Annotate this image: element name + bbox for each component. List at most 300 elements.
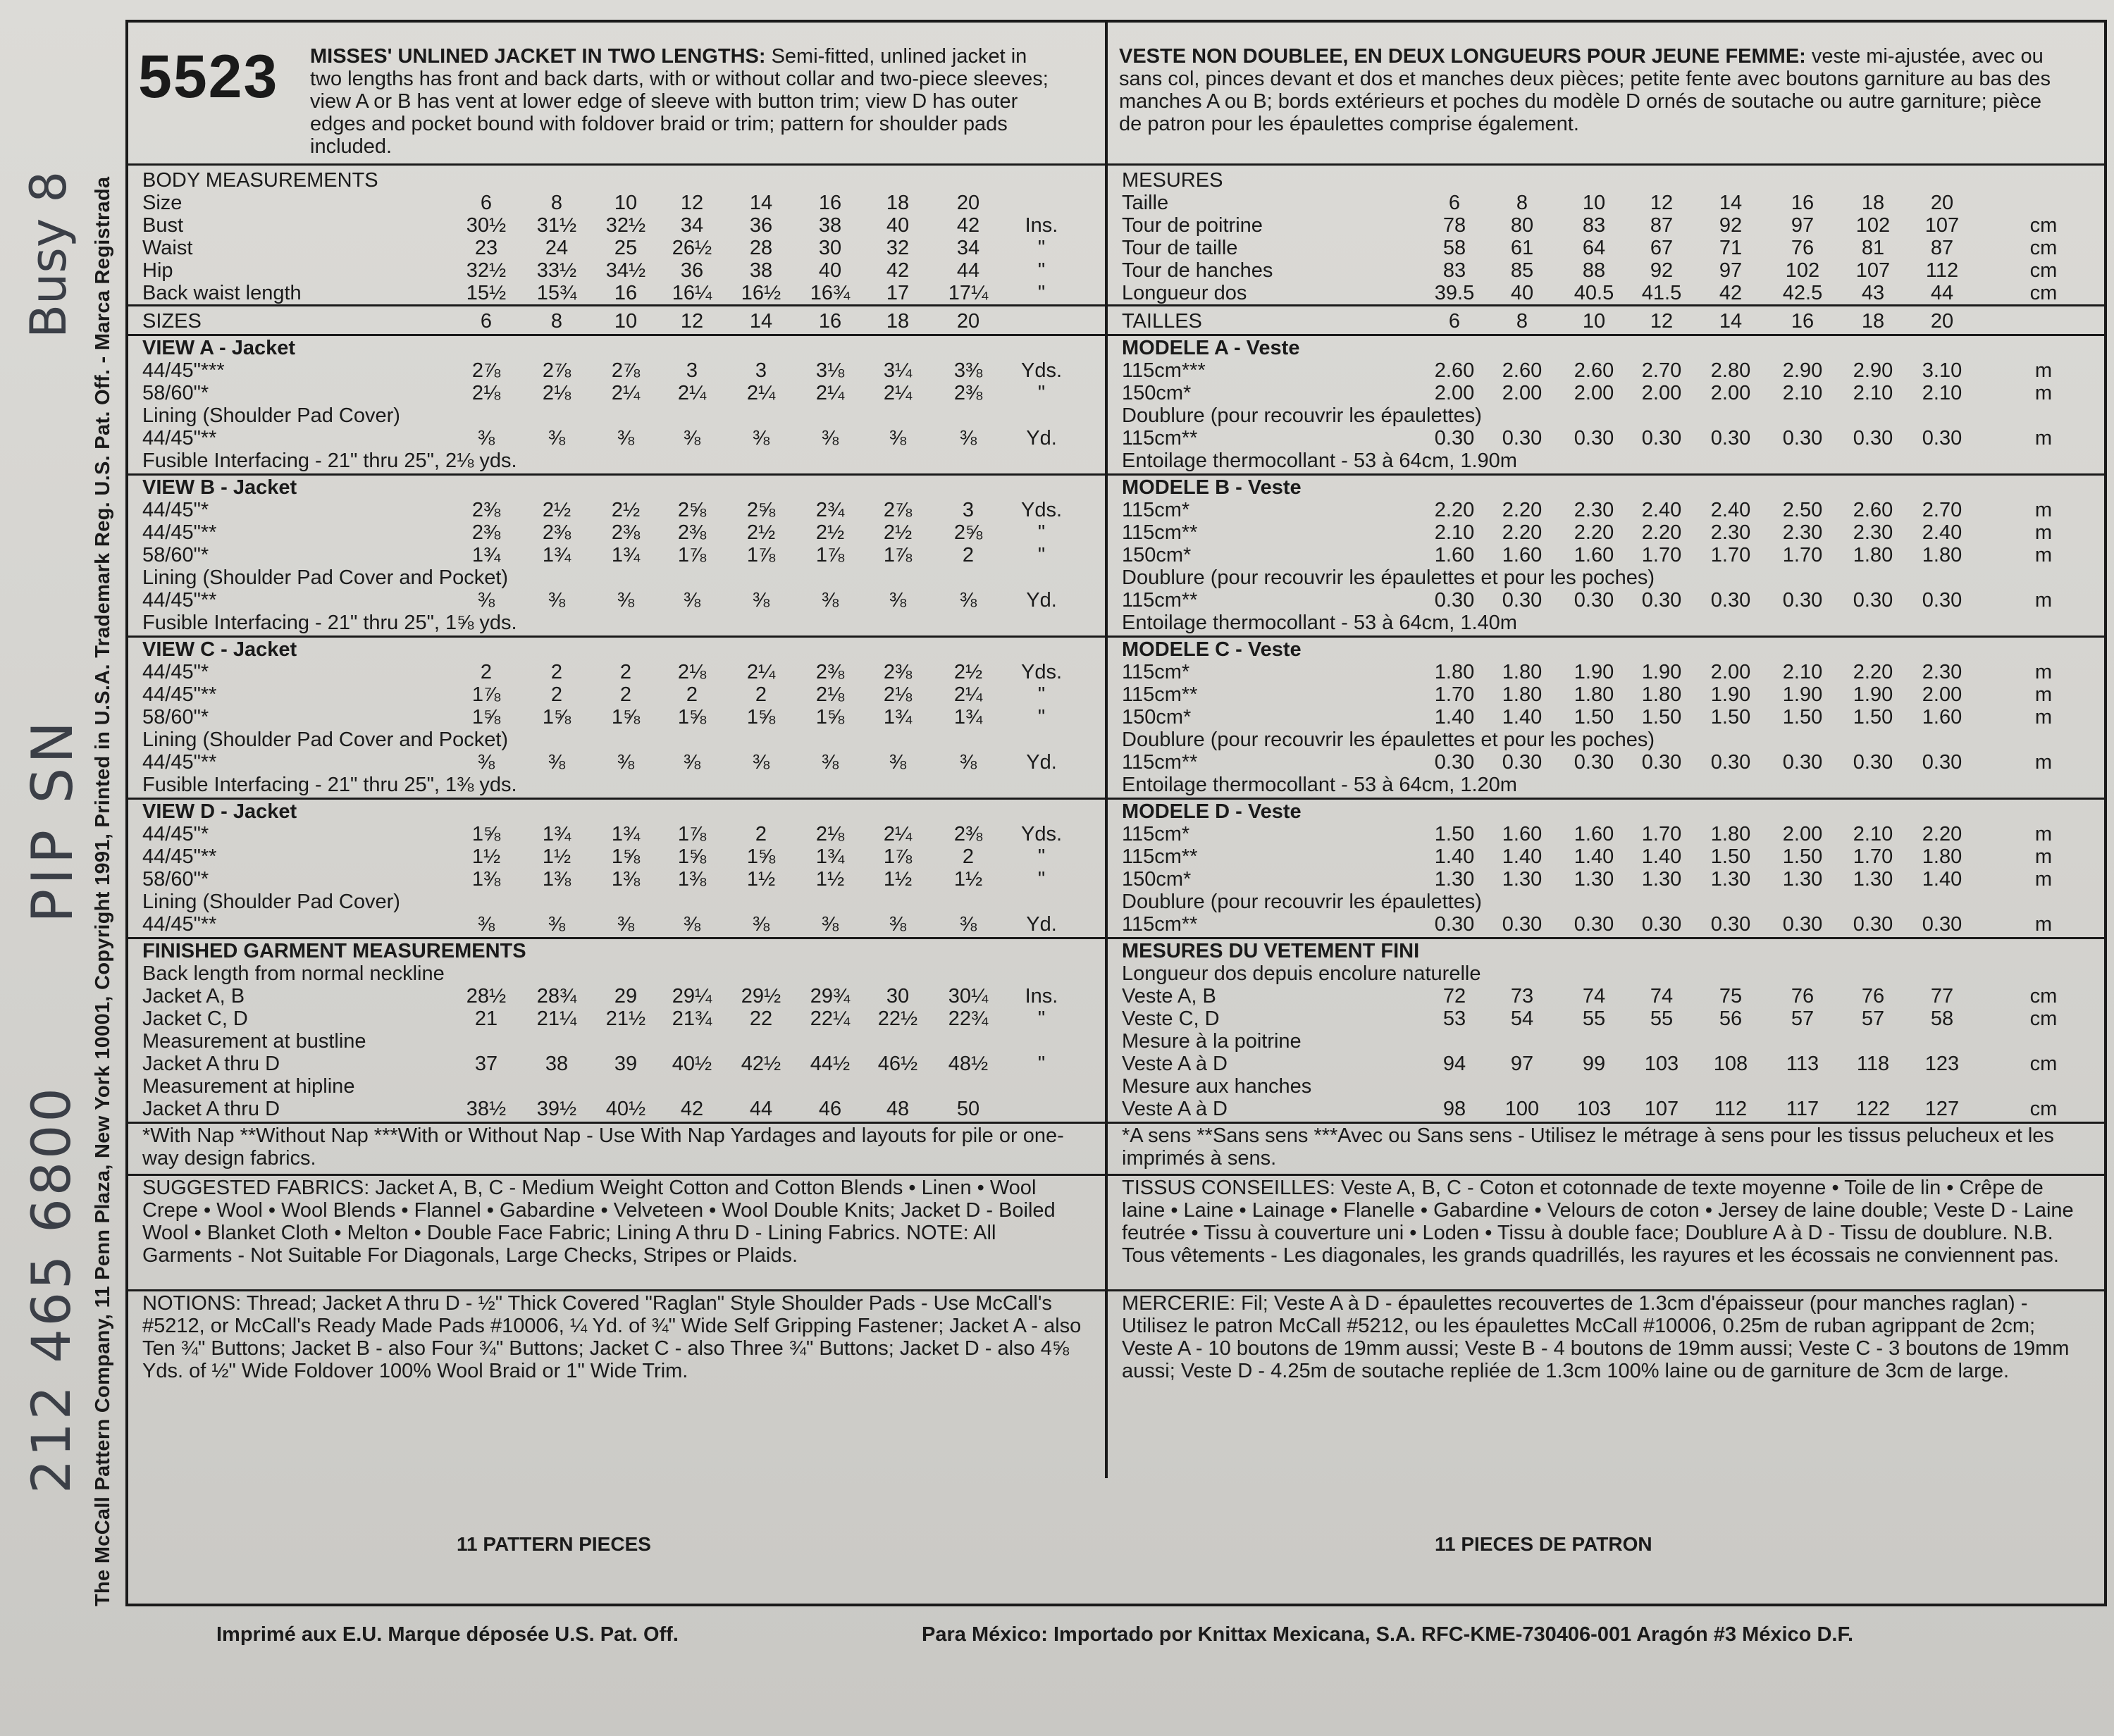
row-label: Size [142,192,183,214]
size-value: 40½ [672,1053,712,1075]
size-value: 32 [886,237,910,259]
size-value: 22¼ [810,1008,851,1030]
view-heading: VIEW A - Jacket [142,337,296,359]
size-value: 2.00 [1710,382,1751,404]
size-number: 6 [480,310,493,333]
section-divider [1108,304,2104,306]
size-value: 21¾ [672,1008,712,1030]
section-divider [1108,636,2104,638]
size-value: 1.70 [1782,544,1823,566]
size-value: 1⅝ [471,823,501,845]
size-value: 38½ [466,1098,507,1120]
unit-label: Yd. [1026,589,1057,612]
size-value: 83 [1582,214,1606,237]
finished-measurement-row [0,1075,2114,1098]
size-value: 3 [686,359,698,382]
size-value: 97 [1510,1053,1534,1075]
size-value: 3.10 [1922,359,1962,382]
size-value: 2.20 [1922,823,1962,845]
size-value: 2¼ [883,382,913,404]
size-value: 15¾ [536,282,577,304]
unit-label: cm [2029,237,2058,259]
row-label: Doublure (pour recouvrir les épaulettes et pour les poches) [1122,566,1655,589]
nap-note: *With Nap **Without Nap ***With or Without Nap - Use With Nap Yardages and layouts for pile or one-way design fabrics. [142,1124,1064,1170]
size-value: 0.30 [1782,589,1823,612]
size-value: 76 [1861,985,1885,1008]
size-value: 2.30 [1922,661,1962,683]
size-value: 2½ [815,521,845,544]
row-label: Lining (Shoulder Pad Cover) [142,891,400,913]
size-value: 76 [1791,985,1815,1008]
size-value: 40 [818,259,842,282]
size-value: 107 [1855,259,1891,282]
size-value: 1.60 [1922,706,1962,728]
size-value: 2⅞ [542,359,571,382]
view-heading: VIEW B - Jacket [142,476,297,499]
unit-label: " [1037,1053,1046,1075]
size-value: 1.50 [1710,706,1751,728]
size-value: 2 [962,845,975,868]
row-label: Fusible Interfacing - 21" thru 25", 2⅛ yds. [142,450,517,472]
row-label: Longueur dos [1122,282,1247,304]
size-value: 1⅝ [611,845,641,868]
size-value: 57 [1861,1008,1885,1030]
size-value: 1¾ [815,845,845,868]
unit-label: " [1037,544,1046,566]
size-value: 1⅝ [542,706,571,728]
row-label: 115cm** [1122,589,1198,612]
size-value: 0.30 [1853,427,1893,450]
size-value: 1⅞ [677,823,707,845]
size-value: 1.40 [1574,845,1614,868]
size-value: 34 [680,214,704,237]
size-value: 38 [545,1053,569,1075]
row-label: 58/60"* [142,544,209,566]
size-value: 112 [1925,259,1959,282]
size-value: 75 [1719,985,1743,1008]
suggested-fabrics: TISSUS CONSEILLES: Veste A, B, C - Coton et cotonnade de texte moyenne • Toile de lin • Crêpe de laine • Laine • Lainage • Flanelle • Gabardine • Velours de coton • Jersey de laine double; Veste D - Laine feutrée • Tissu à couverture uni • Loden • Tissu à double face; Doublure A à D - Tissu de doublure. N.B. Tous vêtements - Les diagonales, les grands quadrillés, les rayures et les écossais ne conviennent pas. [1122,1177,2074,1267]
section-divider [128,473,1105,476]
size-value: ⅜ [477,589,495,612]
size-value: 58 [1442,237,1466,259]
row-label: Veste A, B [1122,985,1216,1008]
size-value: ⅜ [617,589,635,612]
size-value: 30 [886,985,910,1008]
size-value: 1⅜ [611,868,641,891]
size-value: 0.30 [1853,913,1893,936]
size-value: 2⅜ [677,521,707,544]
size-value: 112 [1714,1098,1748,1120]
size-value: 1⅜ [677,868,707,891]
size-value: 118 [1856,1053,1890,1075]
size-value: 2 [550,683,563,706]
size-value: ⅜ [617,913,635,936]
size-value: 2⅜ [611,521,641,544]
size-value: ⅜ [477,751,495,774]
intro-text [310,45,1064,158]
finished-measurement-row [0,1053,2114,1076]
size-value: 16 [614,282,638,304]
size-value: 55 [1582,1008,1606,1030]
pattern-pieces-count: 11 PIECES DE PATRON [1435,1533,1652,1555]
unit-label: cm [2029,259,2058,282]
body-measurement-row [0,282,2114,305]
unit-label: m [2034,544,2053,566]
size-value: 17¼ [948,282,989,304]
row-label: 115cm** [1122,521,1198,544]
row-label: Mesure aux hanches [1122,1075,1312,1098]
copyright-sidebar: The McCall Pattern Company, 11 Penn Plaza, New York 10001, Copyright 1991, Printed in U.S.A. Trademark Reg. U.S. Pat. Off. - Marca Registrada [92,176,114,1606]
row-label: 44/45"* [142,661,209,683]
size-value: 44½ [810,1053,851,1075]
size-value: 2.40 [1641,499,1682,521]
size-value: 107 [1924,214,1960,237]
unit-label: m [2034,661,2053,683]
size-value: 2.00 [1502,382,1543,404]
row-label: 44/45"** [142,589,217,612]
unit-label: Yd. [1026,427,1057,450]
size-value: 16¾ [810,282,851,304]
size-value: 14 [1719,192,1743,214]
handwritten-phone-number: 212 465 6800 [20,1085,82,1494]
unit-label: cm [2029,1053,2058,1075]
size-value: ⅜ [683,427,701,450]
size-value: 0.30 [1641,589,1682,612]
row-label: 44/45"** [142,845,217,868]
size-value: 2.20 [1502,499,1543,521]
size-value: 85 [1510,259,1534,282]
size-value: ⅜ [617,751,635,774]
size-value: 2½ [542,499,571,521]
finished-measurements-heading: FINISHED GARMENT MEASUREMENTS [142,940,526,962]
row-label: Jacket C, D [142,1008,248,1030]
row-label: 115cm* [1122,661,1190,683]
unit-label: cm [2029,282,2058,304]
size-value: 0.30 [1434,589,1475,612]
size-number: 18 [1861,310,1885,333]
size-value: 34 [956,237,980,259]
size-value: 40 [1510,282,1534,304]
size-value: 2.30 [1782,521,1823,544]
size-value: 1⅜ [542,868,571,891]
size-value: 94 [1442,1053,1466,1075]
row-label: 150cm* [1122,544,1192,566]
size-value: 1.40 [1502,845,1543,868]
size-value: 36 [680,259,704,282]
unit-label: " [1037,521,1046,544]
yardage-row [0,751,2114,774]
size-value: 1.70 [1641,544,1682,566]
section-divider [128,1174,1105,1176]
size-value: 92 [1650,259,1674,282]
size-value: 1.80 [1574,683,1614,706]
yardage-row [0,891,2114,914]
size-value: 1.90 [1853,683,1893,706]
intro-title: VESTE NON DOUBLEE, EN DEUX LONGUEURS POUR JEUNE FEMME: [1119,45,1806,68]
size-value: 2 [686,683,698,706]
size-value: 1⅞ [883,845,913,868]
size-value: 0.30 [1922,427,1962,450]
size-value: 2½ [883,521,913,544]
size-value: 2.70 [1641,359,1682,382]
size-value: 42 [956,214,980,237]
row-label: Hip [142,259,173,282]
size-value: 2¼ [746,382,776,404]
size-value: 1½ [746,868,776,891]
size-value: 2¼ [883,823,913,845]
yardage-row [0,845,2114,869]
size-value: 2.70 [1922,499,1962,521]
size-value: 2.30 [1853,521,1893,544]
section-divider [128,1122,1105,1124]
row-label: 58/60"* [142,706,209,728]
row-label: Back waist length [142,282,302,304]
unit-label: m [2034,521,2053,544]
size-value: 0.30 [1502,427,1543,450]
size-value: ⅜ [683,913,701,936]
size-value: ⅜ [959,589,977,612]
size-value: 2.00 [1710,661,1751,683]
unit-label: " [1037,706,1046,728]
size-value: 2.60 [1434,359,1475,382]
intro-body: Semi-fitted, unlined jacket in two lengths has front and back darts, with or without collar and two-piece sleeves; view A or B has vent at lower edge of sleeve with button trim; view D has outer edges and pocket bound with foldover braid or trim; pattern for shoulder pads included. [310,45,1049,158]
size-value: 1.30 [1574,868,1614,891]
size-value: ⅜ [959,913,977,936]
yardage-row [0,521,2114,545]
size-value: 88 [1582,259,1606,282]
size-value: 14 [749,192,773,214]
section-divider [1108,1289,2104,1291]
size-value: 30¼ [948,985,989,1008]
size-value: 16 [1791,192,1815,214]
size-value: ⅜ [752,913,770,936]
size-value: 39 [614,1053,638,1075]
size-value: 1.70 [1853,845,1893,868]
notions: MERCERIE: Fil; Veste A à D - épaulettes recouvertes de 1.3cm d'épaisseur (pour manches raglan) - Utilisez le patron McCall #5212, ou les épaulettes McCall #10006, 0.25m de ruban agrippant de 2cm; Veste A - 10 boutons de 19mm aussi; Veste B - 4 boutons de 19mm aussi; Veste C - 3 boutons de 19mm aussi; Veste D - 4.25m de soutache repliée de 1.3cm 100% laine ou de garniture de 3cm de large. [1122,1292,2070,1382]
row-label: Jacket A thru D [142,1098,280,1120]
size-value: 2 [619,683,632,706]
size-value: 48 [886,1098,910,1120]
row-label: 44/45"* [142,499,209,521]
size-value: 12 [1650,192,1674,214]
size-value: 97 [1791,214,1815,237]
yardage-row [0,427,2114,450]
size-value: 2⅛ [815,823,845,845]
size-value: 0.30 [1922,751,1962,774]
size-number: 18 [886,310,910,333]
row-label: 44/45"** [142,683,217,706]
size-number: 20 [956,310,980,333]
finished-measurement-row [0,1008,2114,1031]
unit-label: Yds. [1020,661,1063,683]
yardage-row [0,566,2114,590]
size-value: 0.30 [1574,913,1614,936]
size-value: 2 [550,661,563,683]
size-value: 40½ [605,1098,646,1120]
size-value: 1.70 [1641,823,1682,845]
size-value: 1.40 [1434,706,1475,728]
bottom-right-note: Para México: Importado por Knittax Mexicana, S.A. RFC-KME-730406-001 Aragón #3 México D.F. [922,1623,1854,1646]
size-value: ⅜ [889,427,907,450]
size-value: 1.50 [1641,706,1682,728]
size-value: 74 [1582,985,1606,1008]
handwritten-note-middle: PIP SN [20,717,85,923]
size-value: 0.30 [1502,589,1543,612]
size-value: 78 [1442,214,1466,237]
nap-note: *A sens **Sans sens ***Avec ou Sans sens - Utilisez le métrage à sens pour les tissus pelucheux et les imprimés à sens. [1122,1124,2054,1170]
row-label: Fusible Interfacing - 21" thru 25", 1⅜ yds. [142,774,517,796]
view-heading: VIEW D - Jacket [142,800,297,823]
size-value: 42 [1719,282,1743,304]
size-value: 0.30 [1502,751,1543,774]
row-label: 58/60"* [142,382,209,404]
unit-label: " [1037,868,1046,891]
size-number: 20 [1930,310,1954,333]
size-value: 2.20 [1434,499,1475,521]
size-value: 28 [749,237,773,259]
size-value: 0.30 [1434,427,1475,450]
size-value: 1.30 [1502,868,1543,891]
row-label: Measurement at hipline [142,1075,355,1098]
row-label: Veste A à D [1122,1098,1228,1120]
unit-label: Yds. [1020,823,1063,845]
size-value: 43 [1861,282,1885,304]
size-value: 15½ [466,282,507,304]
size-value: 1.80 [1641,683,1682,706]
size-value: 56 [1719,1008,1743,1030]
size-value: ⅜ [548,751,566,774]
size-value: 1½ [883,868,913,891]
size-value: 10 [1582,192,1606,214]
size-value: 1⅝ [746,706,776,728]
size-value: 1⅞ [746,544,776,566]
size-value: 117 [1786,1098,1819,1120]
size-number: 6 [1448,310,1461,333]
row-label: Fusible Interfacing - 21" thru 25", 1⅝ yds. [142,612,517,634]
size-value: 87 [1650,214,1674,237]
size-value: 29¾ [810,985,851,1008]
size-value: ⅜ [889,751,907,774]
size-value: 1.50 [1782,845,1823,868]
section-divider [128,798,1105,800]
size-value: 2 [755,823,767,845]
view-heading: VIEW C - Jacket [142,638,297,661]
row-label: Tour de taille [1122,237,1238,259]
size-value: 2⅝ [746,499,776,521]
row-label: Tour de hanches [1122,259,1273,282]
size-value: 1¾ [542,823,571,845]
size-value: 0.30 [1710,913,1751,936]
size-value: ⅜ [821,589,839,612]
size-value: 42 [680,1098,704,1120]
size-value: 92 [1719,214,1743,237]
size-value: 2.10 [1782,661,1823,683]
size-value: 0.30 [1710,427,1751,450]
yardage-row [0,499,2114,522]
size-value: 41.5 [1641,282,1682,304]
size-value: ⅜ [752,751,770,774]
size-number: 10 [1582,310,1606,333]
size-value: 99 [1582,1053,1606,1075]
size-value: 2.50 [1782,499,1823,521]
size-value: 122 [1855,1098,1891,1120]
unit-label: Yd. [1026,751,1057,774]
row-label: 115cm** [1122,913,1198,936]
size-value: 2 [619,661,632,683]
size-value: 2½ [953,661,983,683]
unit-label: m [2034,706,2053,728]
size-value: 30½ [466,214,507,237]
size-value: 16½ [741,282,781,304]
size-value: 1.40 [1502,706,1543,728]
size-value: 0.30 [1641,427,1682,450]
yardage-row [0,774,2114,797]
size-value: 2¼ [746,661,776,683]
sizes-label: TAILLES [1122,310,1202,333]
row-label: 115cm*** [1122,359,1206,382]
size-value: 77 [1930,985,1954,1008]
size-value: 64 [1582,237,1606,259]
size-value: 1.80 [1922,845,1962,868]
row-label: Veste C, D [1122,1008,1220,1030]
size-value: ⅜ [617,427,635,450]
row-label: 58/60"* [142,868,209,891]
unit-label: " [1037,382,1046,404]
size-number: 8 [550,310,563,333]
unit-label: Yds. [1020,499,1063,521]
yardage-row [0,359,2114,383]
finished-measurement-row [0,1030,2114,1053]
size-value: ⅜ [821,751,839,774]
size-value: 61 [1510,237,1534,259]
row-label: 115cm** [1122,751,1198,774]
size-value: 1.60 [1434,544,1475,566]
size-value: ⅜ [683,589,701,612]
size-value: 39.5 [1434,282,1475,304]
size-value: 1⅝ [677,845,707,868]
size-value: 38 [818,214,842,237]
size-value: ⅜ [959,751,977,774]
size-value: 48½ [948,1053,989,1075]
size-value: 2 [755,683,767,706]
pattern-pieces-count: 11 PATTERN PIECES [457,1533,651,1555]
size-value: 1½ [542,845,571,868]
size-value: 2.00 [1922,683,1962,706]
size-value: 3 [755,359,767,382]
row-label: Measurement at bustline [142,1030,366,1053]
size-value: 1.40 [1641,845,1682,868]
row-label: 44/45"* [142,823,209,845]
row-label: Waist [142,237,193,259]
size-value: 1½ [953,868,983,891]
size-value: 6 [1448,192,1461,214]
size-value: 37 [474,1053,498,1075]
size-value: ⅜ [477,913,495,936]
size-value: 31½ [536,214,577,237]
size-value: 42½ [741,1053,781,1075]
yardage-row [0,913,2114,936]
size-number: 16 [818,310,842,333]
unit-label: m [2034,427,2053,450]
row-label: Lining (Shoulder Pad Cover) [142,404,400,427]
size-value: 29 [614,985,638,1008]
size-value: 29¼ [672,985,712,1008]
size-value: 1¾ [542,544,571,566]
size-value: 102 [1855,214,1891,237]
size-value: 46½ [877,1053,918,1075]
size-value: 2.00 [1574,382,1614,404]
size-value: 0.30 [1782,427,1823,450]
